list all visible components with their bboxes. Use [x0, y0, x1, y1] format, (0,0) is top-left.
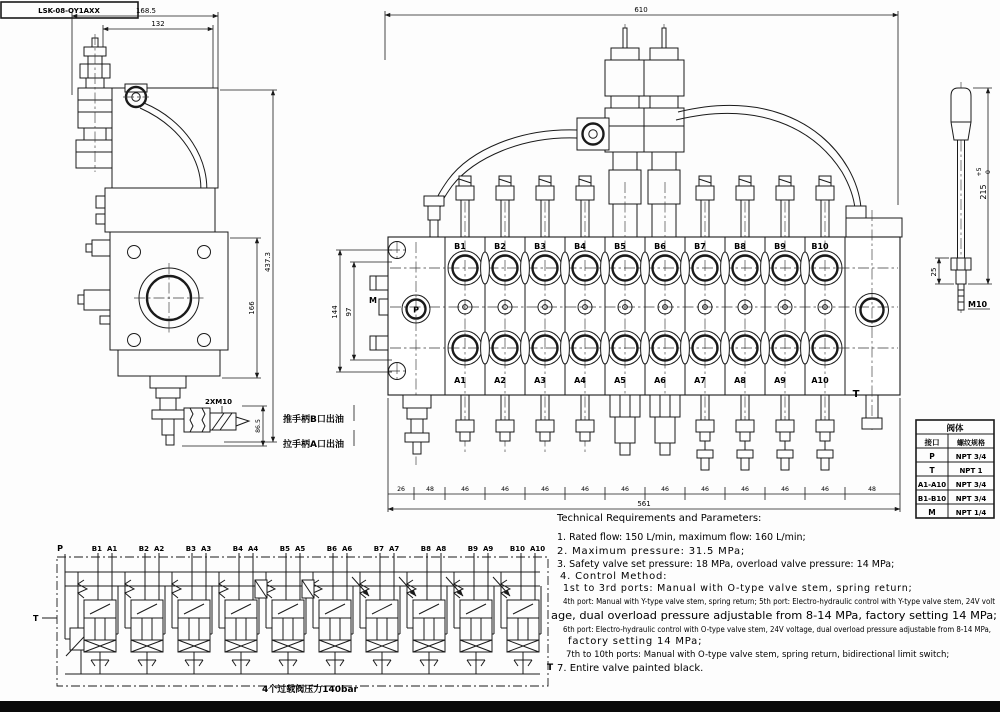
- schematic-t-label: T: [33, 614, 39, 623]
- dim-166: 166: [248, 301, 256, 315]
- schem-a3: A3: [201, 545, 212, 553]
- chain-dim-10: 46: [781, 486, 789, 493]
- schem-b1: B1: [91, 545, 102, 553]
- thread-label-2xm10: 2XM10: [205, 398, 232, 406]
- dim-25: 25: [930, 267, 938, 277]
- dim-215-tol-up: +5: [976, 167, 983, 177]
- dim-86-5: 86.5: [255, 419, 262, 433]
- schem-a7: A7: [389, 545, 400, 553]
- port-label-a9: A9: [774, 376, 786, 385]
- schem-a4: A4: [248, 545, 259, 553]
- schem-b8: B8: [420, 545, 431, 553]
- tech-line-5: 1st to 3rd ports: Manual with O-type valve stem, spring return;: [563, 583, 913, 594]
- schem-b4: B4: [232, 545, 243, 553]
- table-cell-t: T: [929, 466, 935, 475]
- port-label-p: P: [413, 305, 419, 315]
- chain-dim-1: 48: [426, 486, 434, 493]
- chain-dim-0: 26: [397, 486, 405, 493]
- chain-dim-2: 46: [461, 486, 469, 493]
- dim-215: 215: [979, 184, 988, 200]
- port-label-a3: A3: [534, 376, 546, 385]
- table-cell-a: A1-A10: [917, 481, 947, 489]
- port-label-b6: B6: [654, 242, 666, 251]
- schem-a5: A5: [295, 545, 306, 553]
- chain-dim-8: 46: [701, 486, 709, 493]
- port-label-b2: B2: [494, 242, 506, 251]
- table-cell-p: P: [929, 452, 935, 461]
- tech-line-4: 4. Control Method:: [560, 571, 668, 582]
- schematic-note: 4个过载阀压力140bar: [261, 685, 359, 695]
- port-label-m: M: [369, 296, 377, 305]
- port-label-b4: B4: [574, 242, 586, 251]
- port-label-a8: A8: [734, 376, 746, 385]
- schematic-p-label: P: [57, 544, 63, 553]
- dim-144: 144: [331, 305, 339, 319]
- chain-dim-6: 46: [621, 486, 629, 493]
- port-label-a10: A10: [811, 376, 829, 385]
- port-label-a7: A7: [694, 376, 706, 385]
- tech-line-6: 4th port: Manual with Y-type valve stem, spring return; 5th port: Electro-hydraulic control with Y-type valve stem, 24V volt: [563, 597, 996, 606]
- bottom-black-bar: [0, 701, 1000, 712]
- port-label-a1: A1: [454, 376, 466, 385]
- tech-t-mark: T: [547, 663, 554, 673]
- port-label-b9: B9: [774, 242, 786, 251]
- table-col-port: 接口: [924, 438, 940, 447]
- chain-dim-5: 46: [581, 486, 589, 493]
- dim-97: 97: [345, 307, 353, 317]
- table-cell-p-th: NPT 3/4: [955, 453, 987, 461]
- tech-line-7: age, dual overload pressure adjustable from 8-14 MPa, factory setting 14 MPa;: [551, 609, 997, 622]
- tech-line-9: factory setting 14 MPa;: [568, 636, 703, 647]
- chain-dim-11: 46: [821, 486, 829, 493]
- tech-line-10: 7th to 10th ports: Manual with O-type valve stem, spring return, bidirectional limit switch;: [566, 650, 950, 660]
- schem-a8: A8: [436, 545, 447, 553]
- chain-dim-7: 46: [661, 486, 669, 493]
- chain-dim-9: 46: [741, 486, 749, 493]
- table-col-thread: 螺纹规格: [957, 439, 985, 447]
- table-cell-m: M: [928, 508, 936, 517]
- tech-title: Technical Requirements and Parameters:: [557, 513, 762, 524]
- schem-b9: B9: [467, 545, 478, 553]
- tech-line-2: 2. Maximum pressure: 31.5 MPa;: [557, 546, 746, 557]
- dim-561: 561: [637, 500, 651, 508]
- dim-610: 610: [634, 6, 648, 14]
- table-cell-b: B1-B10: [917, 495, 947, 503]
- schem-b7: B7: [373, 545, 384, 553]
- table-cell-a-th: NPT 3/4: [955, 481, 987, 489]
- port-label-t: T: [852, 389, 860, 400]
- port-label-b10: B10: [811, 242, 829, 251]
- schem-a9: A9: [483, 545, 494, 553]
- dim-437-3: 437.3: [264, 251, 272, 273]
- port-label-b3: B3: [534, 242, 546, 251]
- chain-dim-12: 48: [868, 486, 876, 493]
- tech-line-1: 1. Rated flow: 150 L/min, maximum flow: 160 L/min;: [557, 532, 806, 543]
- note-pull-handle: 拉手柄A口出油: [283, 440, 344, 450]
- table-cell-m-th: NPT 1/4: [955, 509, 987, 517]
- schem-b6: B6: [326, 545, 337, 553]
- drawing-code: LSK-08-OY1AXX: [38, 7, 100, 15]
- table-cell-b-th: NPT 3/4: [955, 495, 987, 503]
- dim-215-tol-dn: 0: [985, 170, 992, 174]
- schem-a2: A2: [154, 545, 165, 553]
- schem-b2: B2: [138, 545, 149, 553]
- dim-168-5: 168.5: [135, 7, 157, 15]
- schem-a10: A10: [530, 545, 546, 553]
- port-label-b7: B7: [694, 242, 706, 251]
- tech-line-11: 7. Entire valve painted black.: [557, 663, 704, 674]
- tech-line-3: 3. Safety valve set pressure: 18 MPa, overload valve pressure: 14 MPa;: [557, 559, 895, 570]
- schem-b10: B10: [509, 545, 525, 553]
- table-title: 阀体: [946, 424, 964, 434]
- port-label-a2: A2: [494, 376, 506, 385]
- chain-dim-4: 46: [541, 486, 549, 493]
- note-push-handle: 推手柄B口出油: [283, 415, 344, 425]
- tech-line-8: 6th port: Electro-hydraulic control with O-type valve stem, 24V voltage, dual overload pressure adjustable from 8-14 MPa,: [563, 625, 991, 634]
- port-label-b8: B8: [734, 242, 746, 251]
- port-label-b1: B1: [454, 242, 466, 251]
- thread-label-m10: M10: [968, 300, 988, 309]
- schem-b5: B5: [279, 545, 290, 553]
- port-label-a5: A5: [614, 376, 626, 385]
- port-label-a4: A4: [574, 376, 586, 385]
- schem-a1: A1: [107, 545, 118, 553]
- port-label-a6: A6: [654, 376, 666, 385]
- dim-132: 132: [151, 20, 165, 28]
- port-label-b5: B5: [614, 242, 626, 251]
- schem-b3: B3: [185, 545, 196, 553]
- table-cell-t-th: NPT 1: [959, 467, 983, 475]
- chain-dim-3: 46: [501, 486, 509, 493]
- schem-a6: A6: [342, 545, 353, 553]
